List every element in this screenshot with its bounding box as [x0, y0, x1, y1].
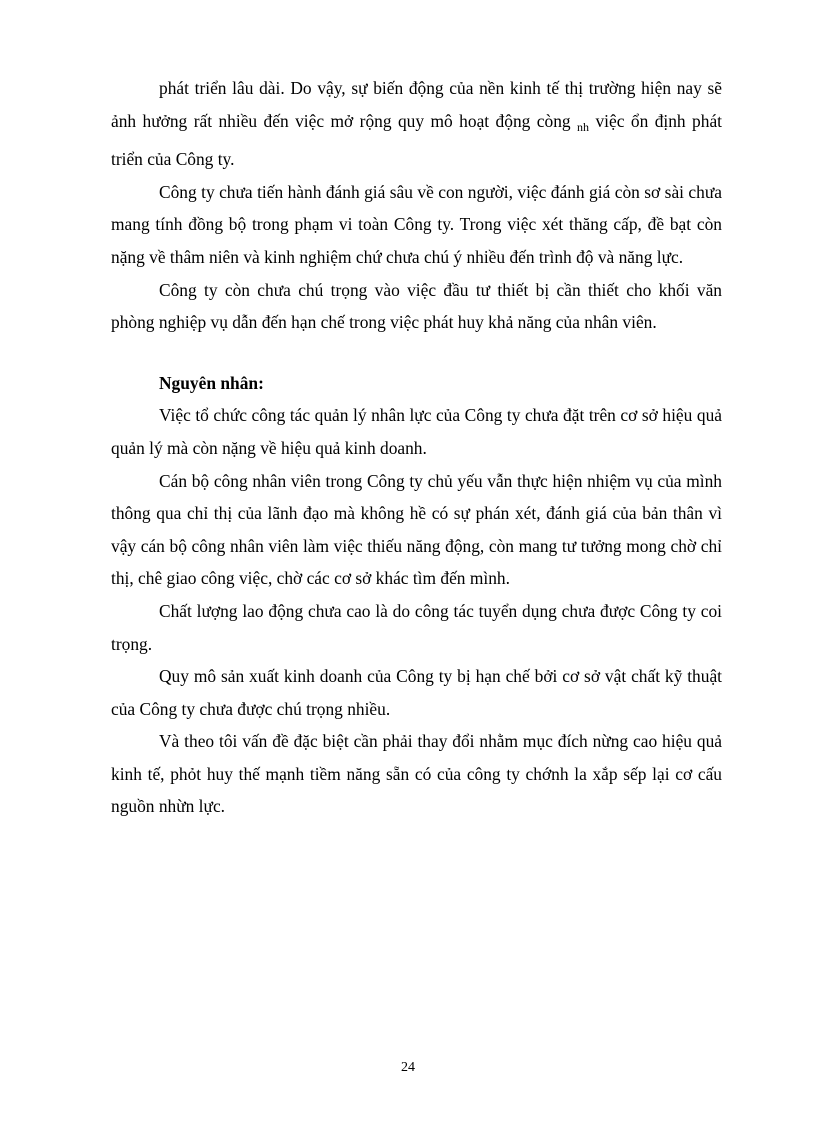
page-content — [111, 72, 722, 823]
cause-paragraph-5: Và theo tôi vấn đề đặc biệt cần phải thay đổi nhằm mục đích nừng cao hiệu quả kinh tế, phỏt huy thế mạnh tiềm năng sẵn có của công ty chớnh la xắp sếp lại cơ cấu nguồn nhừn lực. — [111, 731, 722, 817]
paragraph-3: Công ty còn chưa chú trọng vào việc đầu tư thiết bị cần thiết cho khối văn phòng nghiệp vụ dẫn đến hạn chế trong việc phát huy khả năng của nhân viên. — [111, 279, 722, 333]
paragraph-1-part-b: việc ổn định phát triển của Công ty. — [111, 110, 723, 170]
section-heading: Nguyên nhân: — [159, 372, 264, 393]
paragraph-1-part-a: phát triển lâu dài. Do vậy, sự biến động của nền kinh tế thị trường hiện nay sẽ ảnh hưởng rất nhiều đến việc mở rộng quy mô hoạt động còng — [111, 78, 722, 131]
paragraph-2: Công ty chưa tiến hành đánh giá sâu về con người, việc đánh giá còn sơ sài chưa mang tính đồng bộ trong phạm vi toàn Công ty. Trong việc xét thăng cấp, đề bạt còn nặng về thâm niên và kinh nghiệm chứ chưa chú ý nhiều đến trình độ và năng lực. — [111, 181, 722, 267]
cause-paragraph-4: Quy mô sản xuất kinh doanh của Công ty bị hạn chế bởi cơ sở vật chất kỹ thuật của Công ty chưa được chú trọng nhiều. — [111, 666, 722, 719]
paragraph-1 — [111, 72, 722, 176]
cause-paragraph-3: Chất lượng lao động chưa cao là do công tác tuyển dụng chưa được Công ty coi trọng. — [111, 600, 722, 654]
page-number: 24 — [401, 1060, 415, 1075]
cause-paragraph-1: Việc tổ chức công tác quản lý nhân lực của Công ty chưa đặt trên cơ sở hiệu quả quản lý mà còn nặng về hiệu quả kinh doanh. — [111, 405, 722, 458]
cause-paragraph-2: Cán bộ công nhân viên trong Công ty chủ yếu vẫn thực hiện nhiệm vụ của mình thông qua chỉ thị của lãnh đạo mà không hề có sự phán xét, đánh giá của bản thân vì vậy cán bộ công nhân viên làm việc thiếu năng động, còn mang tư tưởng mong chờ chỉ thị, chê giao công việc, chờ các cơ sở khác tìm đến mình. — [111, 470, 722, 589]
paragraph-1-subscript: nh — [577, 119, 590, 134]
